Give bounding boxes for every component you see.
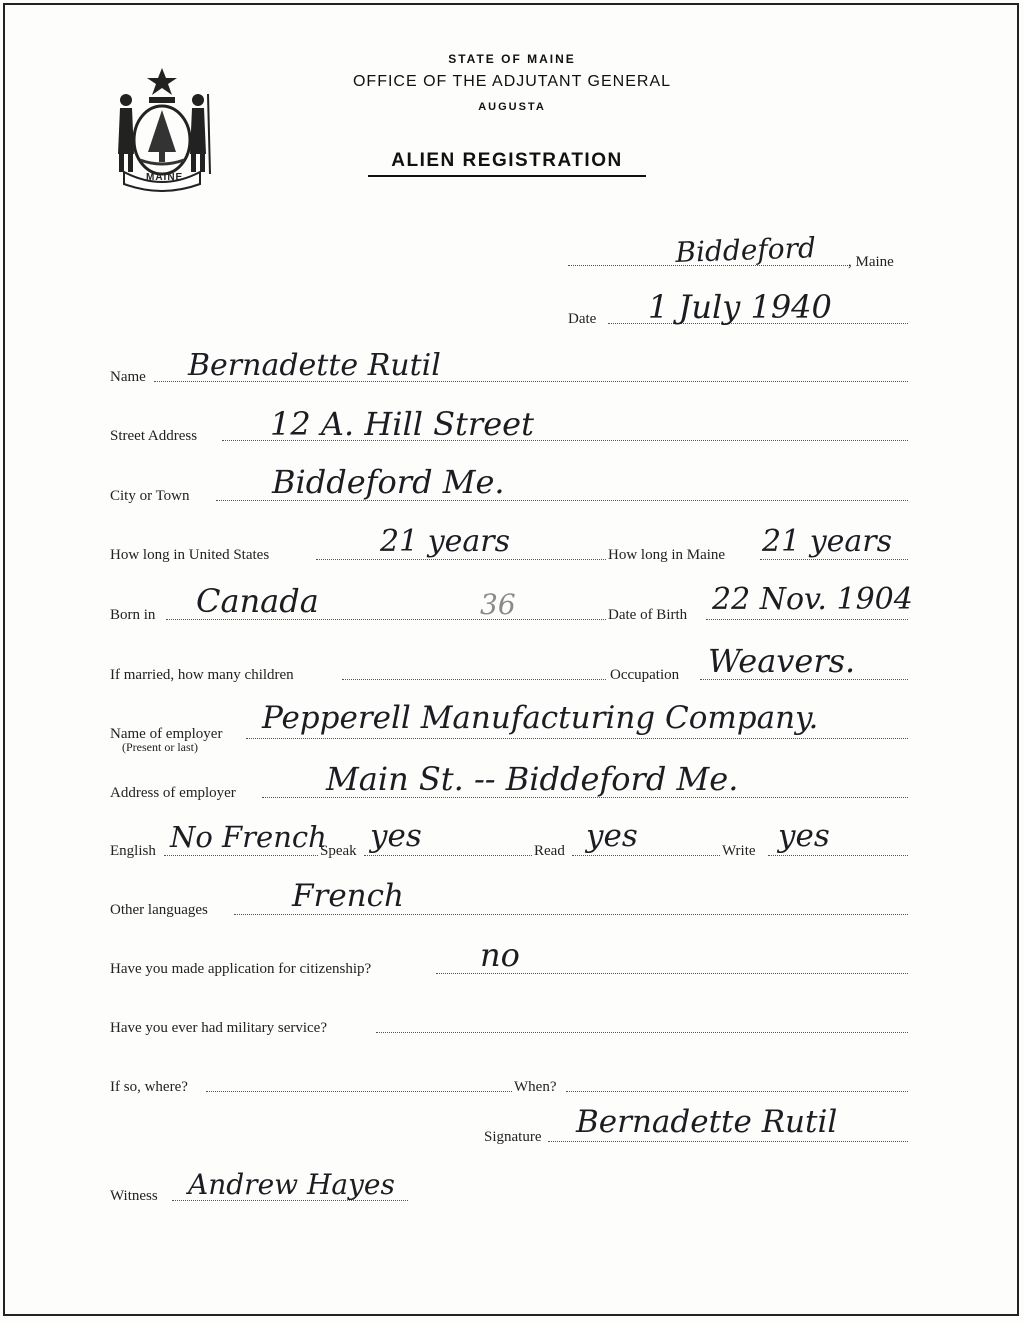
- employer-line: [246, 738, 908, 739]
- date-of-birth-label: Date of Birth: [608, 607, 688, 623]
- born-in-label: Born in: [110, 607, 156, 623]
- place-value: Biddeford: [674, 231, 817, 269]
- english-line: [164, 855, 318, 856]
- citizenship-value: no: [480, 936, 520, 974]
- military-label: Have you ever had military service?: [110, 1020, 327, 1036]
- citizenship-label: Have you made application for citizenship?: [110, 961, 372, 977]
- form-title: ALIEN REGISTRATION: [368, 150, 646, 177]
- maine-suffix-label: , Maine: [848, 254, 894, 270]
- signature-value: Bernadette Rutil: [576, 1104, 838, 1140]
- how-long-maine-line: [760, 559, 908, 560]
- when-label: When?: [514, 1079, 557, 1095]
- city-or-town-label: City or Town: [110, 488, 190, 504]
- city-or-town-value: Biddeford Me.: [272, 463, 505, 501]
- signature-label: Signature: [484, 1129, 542, 1145]
- street-address-value: 12 A. Hill Street: [270, 405, 534, 443]
- married-children-line: [342, 679, 606, 680]
- date-value: 1 July 1940: [648, 288, 832, 326]
- born-in-value: Canada: [196, 582, 319, 620]
- date-label: Date: [568, 311, 597, 327]
- how-long-us-value: 21 years: [380, 524, 511, 559]
- date-of-birth-value: 22 Nov. 1904: [712, 582, 913, 617]
- witness-label: Witness: [110, 1188, 158, 1204]
- write-line: [768, 855, 908, 856]
- employer-address-label: Address of employer: [110, 785, 236, 801]
- how-long-us-label: How long in United States: [110, 547, 270, 563]
- how-long-maine-value: 21 years: [762, 524, 893, 559]
- witness-value: Andrew Hayes: [188, 1168, 395, 1201]
- write-value: yes: [778, 818, 830, 854]
- if-so-where-line: [206, 1091, 512, 1092]
- name-value: Bernadette Rutil: [188, 348, 441, 383]
- speak-label: Speak: [320, 843, 357, 859]
- how-long-maine-label: How long in Maine: [608, 547, 726, 563]
- page-border: [3, 3, 1019, 1316]
- write-label: Write: [722, 843, 756, 859]
- age-note: 36: [480, 588, 516, 621]
- military-line: [376, 1032, 908, 1033]
- office-heading: OFFICE OF THE ADJUTANT GENERAL: [352, 73, 672, 90]
- speak-line: [364, 855, 532, 856]
- signature-line: [548, 1141, 908, 1142]
- read-value: yes: [586, 818, 638, 854]
- employer-value: Pepperell Manufacturing Company.: [262, 700, 819, 736]
- employer-address-value: Main St. -- Biddeford Me.: [326, 760, 739, 798]
- english-value: No French: [170, 820, 327, 854]
- how-long-us-line: [316, 559, 606, 560]
- read-label: Read: [534, 843, 565, 859]
- speak-value: yes: [370, 818, 422, 854]
- married-children-label: If married, how many children: [110, 667, 294, 683]
- date-of-birth-line: [706, 619, 908, 620]
- english-label: English: [110, 843, 156, 859]
- occupation-label: Occupation: [610, 667, 680, 683]
- other-languages-value: French: [292, 878, 404, 914]
- occupation-value: Weavers.: [708, 642, 856, 680]
- if-so-where-label: If so, where?: [110, 1079, 188, 1095]
- state-heading: STATE OF MAINE: [448, 52, 576, 66]
- city-heading: AUGUSTA: [478, 101, 546, 113]
- employer-label: Name of employer: [110, 726, 223, 742]
- name-label: Name: [110, 369, 146, 385]
- other-languages-line: [234, 914, 908, 915]
- street-address-label: Street Address: [110, 428, 198, 444]
- other-languages-label: Other languages: [110, 902, 208, 918]
- when-line: [566, 1091, 908, 1092]
- present-or-last-note: (Present or last): [122, 740, 198, 754]
- read-line: [572, 855, 720, 856]
- seal-banner-text: MAINE: [146, 172, 184, 183]
